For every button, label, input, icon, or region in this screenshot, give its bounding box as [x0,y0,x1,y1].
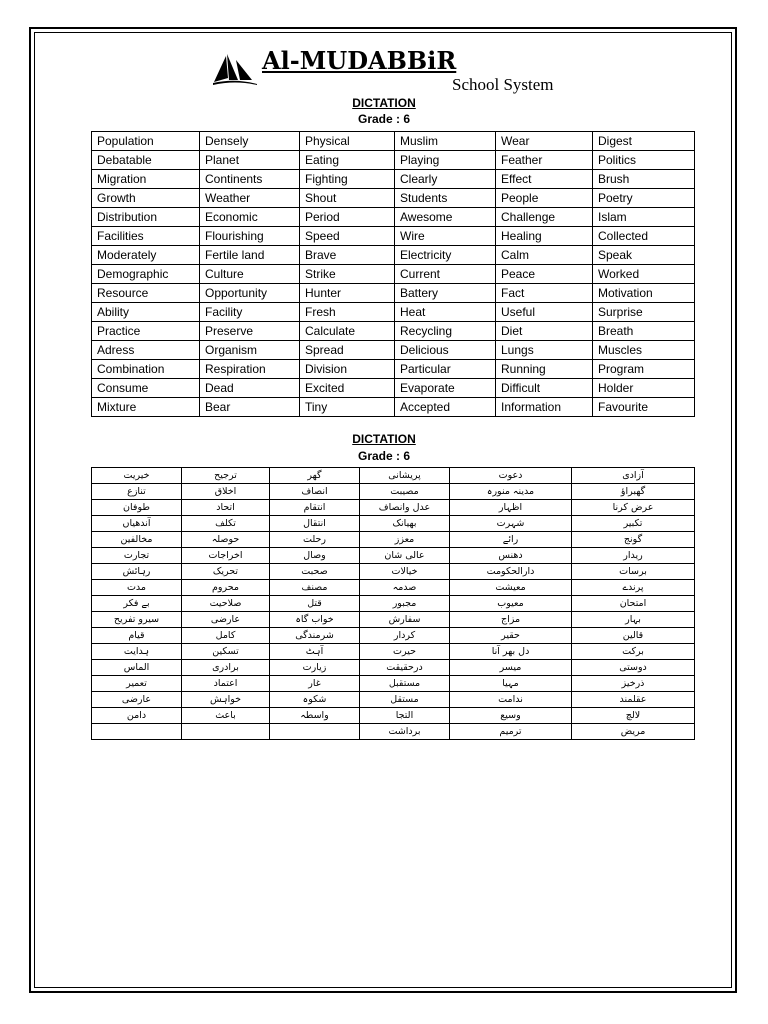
table-cell: وصال [270,548,360,564]
table-cell: اظہار [450,500,572,516]
table-cell: مدت [92,580,182,596]
table-cell: Calm [496,246,593,265]
table-cell: Migration [92,170,200,189]
table-cell: عقلمند [572,692,695,708]
table-cell: مستقبل [360,676,450,692]
table-row [92,360,695,379]
table-cell: دل بھر آنا [450,644,572,660]
table-cell: Electricity [395,246,496,265]
table-cell: Collected [593,227,695,246]
table-cell: تعمیر [92,676,182,692]
table-row [92,227,695,246]
table-cell: Digest [593,132,695,151]
table-row [92,379,695,398]
table-cell: Moderately [92,246,200,265]
table-cell: Playing [395,151,496,170]
table-row [92,265,695,284]
table-cell: خیالات [360,564,450,580]
table-cell: Bear [200,398,300,417]
table-cell: ہدایت [92,644,182,660]
table-cell: Excited [300,379,395,398]
table-cell: ندامت [450,692,572,708]
table-row [92,398,695,417]
table-cell: اخلاق [182,484,270,500]
table-cell: Useful [496,303,593,322]
table-cell: عدل وانصاف [360,500,450,516]
english-section-grade: Grade : 6 [357,112,411,126]
table-row [92,132,695,151]
table-cell: Students [395,189,496,208]
table-cell: بے فکر [92,596,182,612]
table-cell: رحلت [270,532,360,548]
table-cell [92,724,182,740]
table-row [92,468,695,484]
table-row [92,151,695,170]
table-cell: Opportunity [200,284,300,303]
table-cell: Effect [496,170,593,189]
table-cell: برادری [182,660,270,676]
table-row [92,516,695,532]
table-cell: صدمہ [360,580,450,596]
table-cell: Islam [593,208,695,227]
table-cell: عارضی [92,692,182,708]
table-cell: تحریک [182,564,270,580]
table-cell: معزز [360,532,450,548]
table-cell: مریض [572,724,695,740]
table-cell: Surprise [593,303,695,322]
table-cell: انصاف [270,484,360,500]
table-cell: گھر [270,468,360,484]
table-cell: Practice [92,322,200,341]
table-cell: Battery [395,284,496,303]
table-row [92,708,695,724]
table-row [92,484,695,500]
table-cell: Resource [92,284,200,303]
table-cell: Muscles [593,341,695,360]
table-cell: رہائش [92,564,182,580]
table-row [92,676,695,692]
urdu-section-title: DICTATION [352,432,416,446]
table-cell: تجارت [92,548,182,564]
table-cell: پرندے [572,580,695,596]
table-cell: عالی شان [360,548,450,564]
table-cell: سفارش [360,612,450,628]
table-cell: Fertile land [200,246,300,265]
table-cell: Wear [496,132,593,151]
table-cell: تسکین [182,644,270,660]
table-cell: Difficult [496,379,593,398]
table-cell: Mixture [92,398,200,417]
table-cell: باعث [182,708,270,724]
table-row [92,500,695,516]
table-cell: Brush [593,170,695,189]
table-cell: اخراجات [182,548,270,564]
table-cell: Physical [300,132,395,151]
table-cell: Dead [200,379,300,398]
table-cell: مخالفین [92,532,182,548]
table-cell: Fighting [300,170,395,189]
table-cell: دھنس [450,548,572,564]
table-cell: Respiration [200,360,300,379]
table-cell: Eating [300,151,395,170]
table-row [92,660,695,676]
table-cell: اعتماد [182,676,270,692]
table-cell: Growth [92,189,200,208]
table-cell: سیرو تفریح [92,612,182,628]
table-cell: محروم [182,580,270,596]
table-cell: Division [300,360,395,379]
table-cell: Politics [593,151,695,170]
table-cell: اتحاد [182,500,270,516]
table-cell: خواہش [182,692,270,708]
table-row [92,303,695,322]
table-cell: Worked [593,265,695,284]
table-cell: Evaporate [395,379,496,398]
table-cell: شرمندگی [270,628,360,644]
table-cell: Feather [496,151,593,170]
table-cell: Hunter [300,284,395,303]
table-cell: Consume [92,379,200,398]
urdu-word-table [91,467,695,740]
table-cell: Current [395,265,496,284]
table-cell: دعوت [450,468,572,484]
table-cell: Fact [496,284,593,303]
table-cell: دارالحکومت [450,564,572,580]
table-cell: Strike [300,265,395,284]
table-cell: مزاج [450,612,572,628]
table-cell: التجا [360,708,450,724]
table-cell: Ability [92,303,200,322]
table-cell: Clearly [395,170,496,189]
table-cell: لالچ [572,708,695,724]
table-cell: انتقام [270,500,360,516]
table-cell: پریشانی [360,468,450,484]
table-cell: Organism [200,341,300,360]
table-cell: امتحان [572,596,695,612]
table-cell: مہیا [450,676,572,692]
table-cell: Accepted [395,398,496,417]
table-cell: Heat [395,303,496,322]
urdu-section-grade: Grade : 6 [357,449,411,463]
table-cell: Continents [200,170,300,189]
table-cell: معیشت [450,580,572,596]
table-row [92,284,695,303]
table-row [92,208,695,227]
table-cell: Muslim [395,132,496,151]
table-cell: شکوہ [270,692,360,708]
table-row [92,628,695,644]
table-cell: Facilities [92,227,200,246]
table-cell: انتقال [270,516,360,532]
table-cell: آہٹ [270,644,360,660]
table-cell: وسیع [450,708,572,724]
table-cell: آندھیاں [92,516,182,532]
table-cell: Economic [200,208,300,227]
table-row [92,189,695,208]
table-cell: برداشت [360,724,450,740]
table-cell: مجبور [360,596,450,612]
table-cell: واسطہ [270,708,360,724]
table-cell: عرض کرنا [572,500,695,516]
table-cell: شہرت [450,516,572,532]
table-cell: تنازع [92,484,182,500]
table-cell: مدینہ منورہ [450,484,572,500]
table-cell: Holder [593,379,695,398]
table-cell: Lungs [496,341,593,360]
table-cell: Shout [300,189,395,208]
table-cell: Diet [496,322,593,341]
table-cell: Poetry [593,189,695,208]
table-row [92,548,695,564]
table-cell [182,724,270,740]
table-cell: Period [300,208,395,227]
table-cell: بہار [572,612,695,628]
table-cell: Particular [395,360,496,379]
table-row [92,612,695,628]
table-cell: Recycling [395,322,496,341]
table-cell: حوصلہ [182,532,270,548]
table-cell: ترمیم [450,724,572,740]
school-brand-subtitle: School System [452,75,554,94]
table-row [92,341,695,360]
table-cell: غار [270,676,360,692]
table-cell: Challenge [496,208,593,227]
table-cell: مستقل [360,692,450,708]
table-cell: ریدار [572,548,695,564]
table-cell: عارضی [182,612,270,628]
table-cell: Tiny [300,398,395,417]
table-cell: خواب گاہ [270,612,360,628]
table-cell: Healing [496,227,593,246]
table-cell: Preserve [200,322,300,341]
table-cell: تکبیر [572,516,695,532]
table-cell: Population [92,132,200,151]
table-cell: الماس [92,660,182,676]
table-cell: گونج [572,532,695,548]
table-cell: Information [496,398,593,417]
table-cell: برسات [572,564,695,580]
table-cell: مصیبت [360,484,450,500]
table-cell: Spread [300,341,395,360]
table-cell: رائے [450,532,572,548]
table-row [92,246,695,265]
table-row [92,692,695,708]
table-cell: Planet [200,151,300,170]
table-cell: Motivation [593,284,695,303]
table-cell: Running [496,360,593,379]
table-cell: Brave [300,246,395,265]
table-row [92,644,695,660]
table-cell: Combination [92,360,200,379]
table-cell: Densely [200,132,300,151]
table-cell: قالین [572,628,695,644]
table-cell: گھبراؤ [572,484,695,500]
table-cell: میسر [450,660,572,676]
table-cell: کردار [360,628,450,644]
table-row [92,564,695,580]
table-cell: آزادی [572,468,695,484]
table-cell: Awesome [395,208,496,227]
table-row [92,580,695,596]
table-cell: Distribution [92,208,200,227]
table-cell: Calculate [300,322,395,341]
table-cell: Speak [593,246,695,265]
table-cell: Debatable [92,151,200,170]
table-cell [270,724,360,740]
table-cell: Program [593,360,695,379]
table-cell: Weather [200,189,300,208]
table-cell: قیام [92,628,182,644]
table-cell: طوفان [92,500,182,516]
table-cell: Wire [395,227,496,246]
table-cell: صحبت [270,564,360,580]
table-cell: دامن [92,708,182,724]
table-row [92,170,695,189]
table-row [92,724,695,740]
table-cell: Fresh [300,303,395,322]
table-cell: Facility [200,303,300,322]
book-sail-logo-icon [212,50,258,86]
table-cell: تکلف [182,516,270,532]
table-cell: برکت [572,644,695,660]
table-cell: Demographic [92,265,200,284]
table-row [92,532,695,548]
table-cell: بھیانک [360,516,450,532]
table-cell: زیارت [270,660,360,676]
table-cell: درحقیقت [360,660,450,676]
table-row [92,596,695,612]
table-cell: صلاحیت [182,596,270,612]
table-cell: قتل [270,596,360,612]
table-cell: مصنف [270,580,360,596]
table-cell: کامل [182,628,270,644]
english-section-title: DICTATION [352,96,416,110]
school-brand-name: Al-MUDABBiR [262,46,457,75]
table-cell: Speed [300,227,395,246]
table-cell: Favourite [593,398,695,417]
table-cell: حیرت [360,644,450,660]
table-cell: Culture [200,265,300,284]
table-cell: ترجیح [182,468,270,484]
table-cell: Breath [593,322,695,341]
table-cell: Flourishing [200,227,300,246]
table-cell: People [496,189,593,208]
table-cell: Delicious [395,341,496,360]
table-cell: Adress [92,341,200,360]
table-cell: دوستی [572,660,695,676]
table-cell: معیوب [450,596,572,612]
table-cell: حقیر [450,628,572,644]
table-row [92,322,695,341]
table-cell: Peace [496,265,593,284]
table-cell: خیریت [92,468,182,484]
english-word-table [91,131,695,417]
table-cell: ذرخیز [572,676,695,692]
